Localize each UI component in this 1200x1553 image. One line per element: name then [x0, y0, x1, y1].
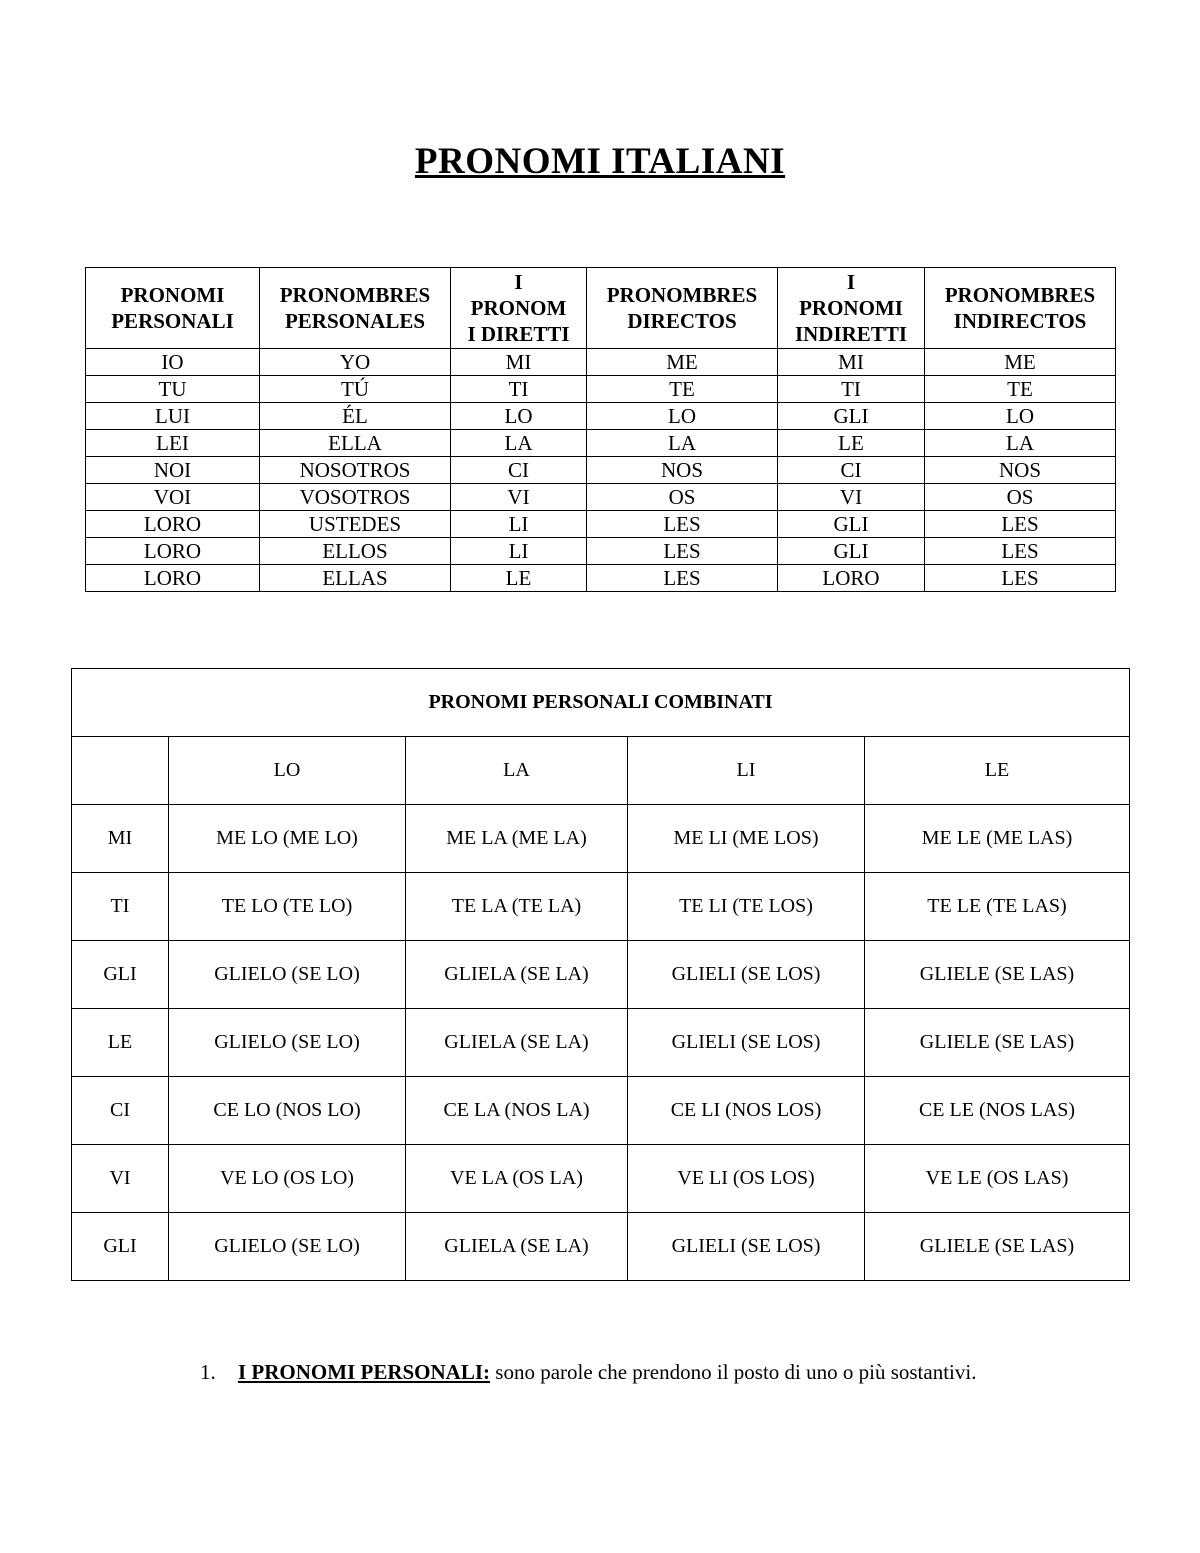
table-cell: GLIELI (SE LOS): [628, 1213, 865, 1281]
table-cell: GLI: [778, 538, 925, 565]
table-row: [72, 1009, 1130, 1077]
table-cell: ME LE (ME LAS): [865, 805, 1130, 873]
table-row: [86, 349, 1116, 376]
table-cell: ELLOS: [260, 538, 451, 565]
header-line: INDIRECTOS: [953, 309, 1087, 333]
table-cell: GLIELA (SE LA): [406, 1009, 628, 1077]
header-line: PERSONALES: [284, 309, 426, 333]
table-cell: GLIELI (SE LOS): [628, 941, 865, 1009]
table-caption-row: [72, 669, 1130, 737]
table-cell: VE LA (OS LA): [406, 1145, 628, 1213]
header-line: PRONOMI: [120, 283, 225, 307]
table-cell: LO: [451, 403, 587, 430]
table-cell: NOSOTROS: [260, 457, 451, 484]
table-cell: TÚ: [260, 376, 451, 403]
table-row: [86, 430, 1116, 457]
column-header: [260, 268, 451, 349]
table-cell: LE: [778, 430, 925, 457]
table-cell: GLIELE (SE LAS): [865, 1009, 1130, 1077]
table-cell: OS: [587, 484, 778, 511]
table-row: [86, 376, 1116, 403]
table-cell: ELLA: [260, 430, 451, 457]
column-header: LO: [169, 737, 406, 805]
table-cell: ME: [587, 349, 778, 376]
table-row: [86, 457, 1116, 484]
table-cell: CI: [778, 457, 925, 484]
row-header: TI: [72, 873, 169, 941]
table-row: [86, 403, 1116, 430]
definition-term: I PRONOMI PERSONALI:: [238, 1360, 491, 1384]
definition-text: sono parole che prendono il posto di uno o più sostantivi.: [490, 1360, 977, 1384]
table-cell: GLI: [778, 511, 925, 538]
table-row: [72, 1145, 1130, 1213]
table-cell: ME LA (ME LA): [406, 805, 628, 873]
column-header: LI: [628, 737, 865, 805]
table-row: [86, 565, 1116, 592]
table-cell: LES: [587, 538, 778, 565]
table-cell: TE LO (TE LO): [169, 873, 406, 941]
column-header: [72, 737, 169, 805]
table-cell: LES: [925, 565, 1116, 592]
table-row: [72, 805, 1130, 873]
table-cell: LA: [587, 430, 778, 457]
table-cell: LORO: [86, 511, 260, 538]
table-cell: TI: [778, 376, 925, 403]
row-header: MI: [72, 805, 169, 873]
column-header: [778, 268, 925, 349]
personal-pronouns-table: [85, 267, 1116, 592]
table-cell: NOI: [86, 457, 260, 484]
table-cell: TU: [86, 376, 260, 403]
table-cell: CE LA (NOS LA): [406, 1077, 628, 1145]
table-cell: LO: [587, 403, 778, 430]
table-cell: VE LI (OS LOS): [628, 1145, 865, 1213]
table-cell: LORO: [86, 565, 260, 592]
row-header: GLI: [72, 1213, 169, 1281]
definition-note: [200, 1357, 1000, 1388]
table-row: [72, 941, 1130, 1009]
table-cell: LE: [451, 565, 587, 592]
list-number: 1.: [200, 1360, 216, 1384]
table-cell: LES: [587, 511, 778, 538]
table-cell: GLIELA (SE LA): [406, 1213, 628, 1281]
page-title: PRONOMI ITALIANI: [414, 141, 786, 182]
table-cell: GLIELO (SE LO): [169, 1213, 406, 1281]
table-cell: CI: [451, 457, 587, 484]
table-cell: LA: [451, 430, 587, 457]
table-cell: LES: [587, 565, 778, 592]
table-cell: GLIELI (SE LOS): [628, 1009, 865, 1077]
table-cell: NOS: [587, 457, 778, 484]
table-cell: LES: [925, 511, 1116, 538]
row-header: LE: [72, 1009, 169, 1077]
table-row: [72, 1213, 1130, 1281]
header-line: PRONOMBRES: [944, 283, 1096, 307]
row-header: CI: [72, 1077, 169, 1145]
column-header: LE: [865, 737, 1130, 805]
column-header: [925, 268, 1116, 349]
table-row: [72, 1077, 1130, 1145]
table-cell: VI: [778, 484, 925, 511]
column-header: LA: [406, 737, 628, 805]
table-cell: ME: [925, 349, 1116, 376]
header-line: PRONOMBRES: [279, 283, 431, 307]
header-line: DIRECTOS: [627, 309, 737, 333]
table-cell: GLI: [778, 403, 925, 430]
header-line: I: [514, 270, 523, 294]
table-cell: LI: [451, 511, 587, 538]
table-cell: ELLAS: [260, 565, 451, 592]
table-cell: TI: [451, 376, 587, 403]
table-cell: LI: [451, 538, 587, 565]
table-cell: YO: [260, 349, 451, 376]
table-cell: VI: [451, 484, 587, 511]
table-cell: USTEDES: [260, 511, 451, 538]
table-cell: LORO: [778, 565, 925, 592]
header-line: I DIRETTI: [467, 322, 570, 346]
header-line: PRONOM: [470, 296, 567, 320]
table-cell: VOSOTROS: [260, 484, 451, 511]
row-header: GLI: [72, 941, 169, 1009]
table-row: [86, 538, 1116, 565]
table-row: [86, 511, 1116, 538]
table-cell: TE LE (TE LAS): [865, 873, 1130, 941]
table-cell: LES: [925, 538, 1116, 565]
table-cell: MI: [451, 349, 587, 376]
table-cell: LUI: [86, 403, 260, 430]
table-cell: CE LE (NOS LAS): [865, 1077, 1130, 1145]
table-cell: MI: [778, 349, 925, 376]
table-cell: IO: [86, 349, 260, 376]
table-cell: VE LO (OS LO): [169, 1145, 406, 1213]
table-cell: GLIELE (SE LAS): [865, 941, 1130, 1009]
table-cell: ME LI (ME LOS): [628, 805, 865, 873]
table-cell: VE LE (OS LAS): [865, 1145, 1130, 1213]
column-header: [587, 268, 778, 349]
row-header: VI: [72, 1145, 169, 1213]
table-cell: GLIELA (SE LA): [406, 941, 628, 1009]
table-cell: TE: [587, 376, 778, 403]
table-cell: GLIELO (SE LO): [169, 1009, 406, 1077]
table-header-row: [86, 268, 1116, 349]
combined-pronouns-table: [71, 668, 1130, 1281]
table-cell: ME LO (ME LO): [169, 805, 406, 873]
header-line: PRONOMBRES: [606, 283, 758, 307]
header-line: PERSONALI: [111, 309, 234, 333]
header-line: INDIRETTI: [794, 322, 908, 346]
table-cell: CE LO (NOS LO): [169, 1077, 406, 1145]
table-cell: LO: [925, 403, 1116, 430]
table-cell: GLIELO (SE LO): [169, 941, 406, 1009]
table-cell: TE: [925, 376, 1116, 403]
table-cell: LEI: [86, 430, 260, 457]
table-cell: VOI: [86, 484, 260, 511]
table-cell: OS: [925, 484, 1116, 511]
table-cell: LA: [925, 430, 1116, 457]
column-header: [86, 268, 260, 349]
table-header-row: [72, 737, 1130, 805]
table-cell: TE LA (TE LA): [406, 873, 628, 941]
table-cell: CE LI (NOS LOS): [628, 1077, 865, 1145]
table-cell: GLIELE (SE LAS): [865, 1213, 1130, 1281]
header-line: PRONOMI: [799, 296, 903, 320]
table-cell: ÉL: [260, 403, 451, 430]
column-header: [451, 268, 587, 349]
table-cell: TE LI (TE LOS): [628, 873, 865, 941]
header-line: I: [846, 270, 856, 294]
table-row: [72, 873, 1130, 941]
table-row: [86, 484, 1116, 511]
table-caption: PRONOMI PERSONALI COMBINATI: [72, 669, 1130, 737]
table-cell: NOS: [925, 457, 1116, 484]
table-cell: LORO: [86, 538, 260, 565]
